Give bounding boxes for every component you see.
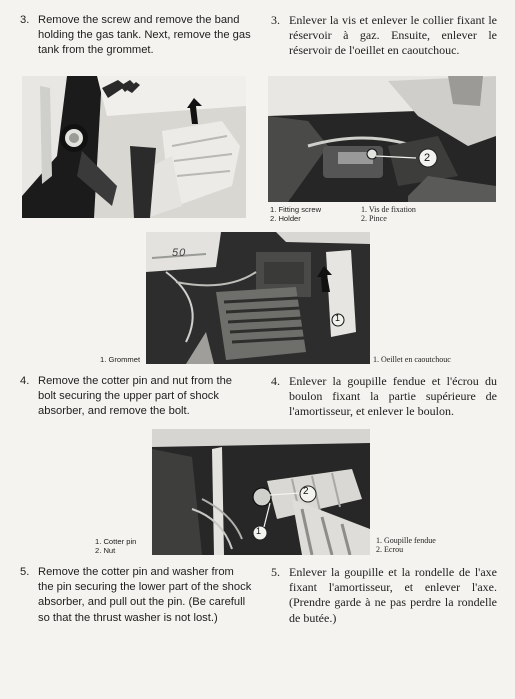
caption-line: 2. Nut: [95, 546, 116, 555]
callout-2: 2: [424, 152, 431, 164]
step-number: 3.: [271, 13, 280, 27]
figure-2-caption-en: [270, 205, 321, 223]
figure-4-caption-fr: [376, 536, 436, 554]
step-number: 4.: [271, 374, 280, 388]
logo-text: 50: [172, 247, 187, 259]
step-number: 3.: [20, 14, 30, 26]
step-number: 5.: [20, 566, 30, 578]
step-text: Enlever la goupille et la rondelle de l'axe fixant l'amortisseur, et enlever l'axe. (Prendre garde à ne pas perdre la rondelle de butée.): [289, 565, 497, 625]
callout-2: 2: [303, 486, 309, 497]
caption-line: 1. Fitting screw: [270, 205, 322, 214]
step-number: 5.: [271, 565, 280, 579]
photo-cotter-pin-nut: [152, 429, 370, 555]
caption-line: 1. Vis de fixation: [361, 205, 416, 214]
figure-3-caption-en: 1. Grommet: [100, 355, 141, 364]
caption-line: 2. Ecrou: [376, 545, 404, 554]
step-text: Remove the cotter pin and washer from the pin securing the lower part of the shock absorber, and pull out the pin. (Be carefull so that the thrust washer is not lost.): [38, 566, 252, 624]
step-text: Enlever la vis et enlever le collier fixant le réservoir à gaz. Ensuite, enlever le réservoir de l'oeillet en caoutchouc.: [289, 13, 497, 58]
caption-line: 1. Goupille fendue: [376, 536, 436, 545]
figure-4-caption-en: [95, 537, 136, 555]
callout-1: 1: [335, 313, 341, 323]
caption-line: 2. Holder: [270, 214, 301, 223]
photo-fitting-screw-holder: [268, 76, 496, 202]
step-text: Enlever la goupille fendue et l'écrou du boulon fixant la partie supérieure de l'amortisseur, et enlever le boulon.: [289, 374, 497, 419]
photo-gas-tank-removal: [22, 76, 246, 218]
step-text: Remove the cotter pin and nut from the bolt securing the upper part of shock absorber, and remove the bolt.: [38, 375, 233, 418]
callout-1: 1: [256, 526, 262, 536]
caption-line: 1. Cotter pin: [95, 537, 137, 546]
caption-line: 2. Pince: [361, 214, 387, 223]
figure-2-caption-fr: [361, 205, 416, 223]
step-text: Remove the screw and remove the band holding the gas tank. Next, remove the gas tank from the grommet.: [38, 14, 251, 57]
step-number: 4.: [20, 375, 30, 387]
photo-grommet: [146, 232, 370, 364]
figure-3-caption-fr: 1. Oeillet en caoutchouc: [373, 355, 451, 364]
